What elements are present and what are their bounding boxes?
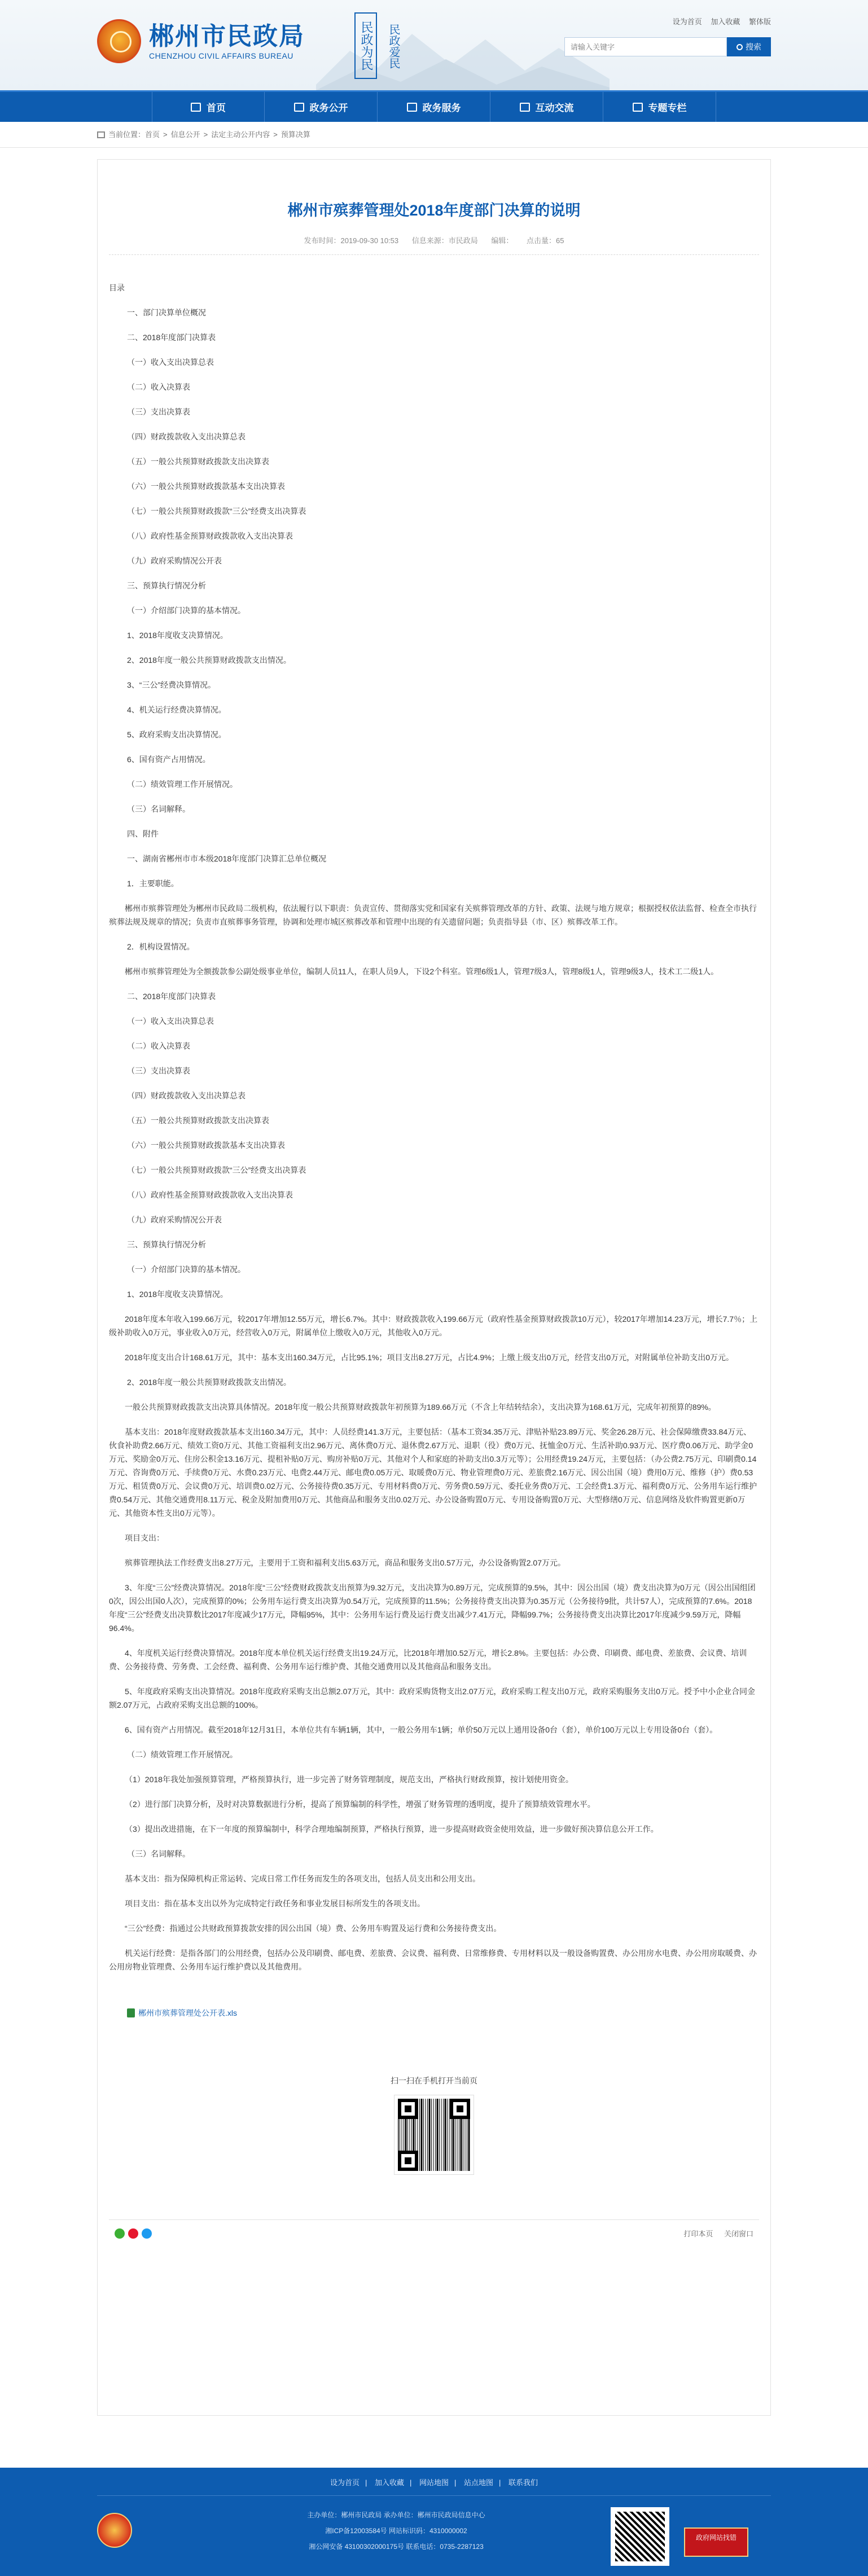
weibo-icon[interactable] — [128, 2228, 138, 2239]
site-footer — [0, 2468, 868, 2576]
footer-info-line: 湘公网安备 43100302000175号 联系电话：0735-2287123 — [309, 2543, 484, 2551]
close-button[interactable]: 关闭窗口 — [724, 2230, 753, 2238]
article-paragraph: 1、2018年度收支决算情况。 — [127, 631, 228, 640]
qr-block — [109, 2075, 759, 2174]
article-paragraph: 三、预算执行情况分析 — [127, 581, 206, 590]
article-paragraph: 郴州市殡葬管理处为全额拨款参公副处级事业单位，编制人员11人，在职人员9人，下设2个科室。管理6级1人，管理7级3人，管理8级1人，管理9级3人，技术工二级1人。 — [125, 967, 719, 976]
article-paragraph: （一）收入支出决算总表 — [127, 358, 214, 367]
breadcrumb-item-info[interactable]: 信息公开 — [170, 130, 200, 139]
breadcrumb-item-home[interactable]: 首页 — [145, 130, 160, 139]
breadcrumb: 当前位置： 首页 > 信息公开 > 法定主动公开内容 > 预算决算 — [97, 122, 771, 148]
breadcrumb-item-legal[interactable]: 法定主动公开内容 — [211, 130, 270, 139]
slogan-text-b: 民政爱民 — [387, 24, 401, 69]
search-input[interactable] — [564, 37, 727, 56]
qr-code — [394, 2095, 474, 2174]
article-paragraph: （二）绩效管理工作开展情况。 — [127, 1750, 238, 1759]
footer-info — [182, 2507, 611, 2555]
article-paragraph: （八）政府性基金预算财政拨款收入支出决算表 — [127, 1190, 293, 1199]
footer-link[interactable]: 联系我们 — [508, 2478, 538, 2487]
footer-link[interactable]: 设为首页 — [330, 2478, 360, 2487]
article-paragraph: 机关运行经费：是指各部门的公用经费，包括办公及印刷费、邮电费、差旅费、会议费、福利费、日常维修费、专用材料以及一般设备购置费、办公用房水电费、办公用房取暖费、办公用房物业管理费、公务用车运行维护费以及其他费用。 — [109, 1949, 757, 1971]
article-paragraph: 2018年度本年收入199.66万元，较2017年增加12.55万元，增长6.7%。其中：财政拨款收入199.66万元（政府性基金预算财政拨款10万元），较2017年增加14.23万元，增长7.7％；上级补助收入0万元，事业收入0万元，经营收入0万元，附属单位上缴收入0万元，其他收入0万元。 — [109, 1315, 758, 1337]
article-paragraph: 四、附件 — [127, 829, 159, 838]
article-paragraph: 一、部门决算单位概况 — [127, 308, 206, 317]
article-paragraph: 4、机关运行经费决算情况。 — [127, 705, 226, 714]
service-icon — [407, 103, 417, 112]
search-button[interactable] — [727, 37, 771, 56]
excel-file-icon — [127, 2008, 135, 2017]
search-bar — [564, 37, 771, 56]
nav-item-label: 专题专栏 — [648, 103, 687, 113]
nav-item-home[interactable] — [152, 92, 265, 122]
article-paragraph: （二）收入决算表 — [127, 383, 190, 392]
article-paragraph: （六）一般公共预算财政拨款基本支出决算表 — [127, 482, 285, 491]
search-icon — [737, 44, 743, 50]
find-error-label: 政府网站找错 — [695, 2534, 737, 2542]
article-paragraph: （一）收入支出决算总表 — [127, 1017, 214, 1026]
attachment-label: 郴州市殡葬管理处公开表.xls — [138, 2008, 237, 2017]
article-paragraph: （六）一般公共预算财政拨款基本支出决算表 — [127, 1141, 285, 1150]
article-paragraph: 6、国有资产占用情况。截至2018年12月31日，本单位共有车辆1辆，其中，一般公务用车1辆；单价50万元以上通用设备0台（套），单价100万元以上专用设备0台（套）。 — [125, 1725, 718, 1734]
header-link-favorite[interactable]: 加入收藏 — [711, 17, 740, 26]
chat-icon — [520, 103, 530, 112]
breadcrumb-item-budget[interactable]: 预算决算 — [280, 130, 310, 139]
publish-time: 发布时间：2019-09-30 10:53 — [304, 236, 399, 245]
article-paragraph: 5、年度政府采购支出决算情况。2018年度政府采购支出总额2.07万元，其中：政府采购货物支出2.07万元，政府采购工程支出0万元，政府采购服务支出0万元。授予中小企业合同金额2.07万元，占政府采购支出总额的100%。 — [109, 1687, 755, 1709]
attachment-link[interactable] — [109, 2007, 759, 2019]
article-body — [109, 255, 759, 1973]
article-paragraph: （三）支出决算表 — [127, 1066, 190, 1075]
article-paragraph: 5、政府采购支出决算情况。 — [127, 730, 226, 739]
nav-item-services[interactable] — [378, 92, 490, 122]
footer-link[interactable]: 站点地图 — [464, 2478, 494, 2487]
article-paragraph: （四）财政拨款收入支出决算总表 — [127, 432, 246, 441]
article-paragraph: 目录 — [109, 283, 125, 292]
article-paragraph: 基本支出：指为保障机构正常运转、完成日常工作任务而发生的各项支出，包括人员支出和公用支出。 — [125, 1874, 480, 1883]
main-nav — [0, 90, 868, 122]
header-link-traditional[interactable]: 繁体版 — [748, 17, 771, 26]
site-logo[interactable] — [97, 19, 305, 63]
article-paragraph: （七）一般公共预算财政拨款“三公”经费支出决算表 — [127, 507, 306, 516]
article-paragraph: 2、2018年度一般公共预算财政拨款支出情况。 — [127, 1378, 291, 1387]
footer-info-line: 主办单位：郴州市民政局 承办单位：郴州市民政局信息中心 — [307, 2511, 485, 2519]
article-paragraph: （二）绩效管理工作开展情况。 — [127, 780, 238, 789]
info-source: 信息来源：市民政局 — [411, 236, 478, 245]
article-paragraph: （七）一般公共预算财政拨款“三公”经费支出决算表 — [127, 1166, 306, 1175]
column-icon — [633, 103, 643, 112]
nav-item-interaction[interactable] — [490, 92, 603, 122]
article-paragraph: （三）名词解释。 — [127, 805, 190, 814]
article-meta — [109, 235, 759, 255]
header-link-homepage[interactable]: 设为首页 — [672, 17, 702, 26]
article-paragraph: （1）2018年我处加强预算管理，严格预算执行，进一步完善了财务管理制度，规范支出，严格执行财政预算，按计划使用资金。 — [125, 1775, 573, 1784]
article-toolbar — [109, 2219, 759, 2247]
nav-item-label: 互动交流 — [535, 103, 574, 113]
article-paragraph: （一）介绍部门决算的基本情况。 — [127, 1265, 246, 1274]
article-paragraph: （九）政府采购情况公开表 — [127, 556, 222, 565]
article-paragraph: 6、国有资产占用情况。 — [127, 755, 211, 764]
breadcrumb-prefix: 当前位置： — [108, 130, 146, 139]
article-paragraph: （2）进行部门决算分析，及时对决算数据进行分析，提高了预算编制的科学性，增强了财务管理的透明度，提升了预算绩效管理水平。 — [125, 1800, 595, 1809]
article-paragraph: “三公”经费：指通过公共财政预算拨款安排的因公出国（境）费、公务用车购置及运行费和公务接待费支出。 — [125, 1924, 502, 1933]
qr-caption: 扫一扫在手机打开当前页 — [391, 2076, 477, 2085]
qzone-icon[interactable] — [142, 2228, 152, 2239]
wechat-icon[interactable] — [115, 2228, 125, 2239]
nav-item-topics[interactable] — [603, 92, 716, 122]
header-links — [666, 16, 771, 27]
article-paragraph: 1、2018年度收支决算情况。 — [127, 1290, 228, 1299]
article-paragraph: 项目支出： — [125, 1533, 164, 1542]
share-bar — [115, 2228, 155, 2239]
article-title: 郴州市殡葬管理处2018年度部门决算的说明 — [287, 202, 581, 219]
emblem-icon — [97, 19, 141, 63]
article-paragraph: （三）名词解释。 — [127, 1849, 190, 1858]
nav-item-label: 政务公开 — [309, 103, 348, 113]
article-paragraph: 一、湖南省郴州市市本级2018年度部门决算汇总单位概况 — [127, 854, 327, 863]
article-paragraph: 2018年度支出合计168.61万元，其中：基本支出160.34万元，占比95.1%；项目支出8.27万元，占比4.9%；上缴上级支出0万元，经营支出0万元，对附属单位补助支出0万元。 — [125, 1353, 734, 1362]
nav-item-government-affairs[interactable] — [265, 92, 378, 122]
site-name-en: CHENZHOU CIVIL AFFAIRS BUREAU — [149, 51, 293, 60]
search-button-label: 搜索 — [746, 42, 761, 51]
article-paragraph: 3、“三公”经费决算情况。 — [127, 680, 216, 689]
article-paragraph: （八）政府性基金预算财政拨款收入支出决算表 — [127, 531, 293, 540]
print-button[interactable]: 打印本页 — [683, 2230, 713, 2238]
find-error-button[interactable] — [684, 2527, 748, 2557]
article-paragraph: 3、年度“三公”经费决算情况。2018年度“三公”经费财政拨款支出预算为9.32万元，支出决算为0.89万元，完成预算的9.5%，其中：因公出国（境）费支出决算为0万元（因公出国组团0次，因公出国0人次），完成预算的0%；公务用车运行费支出决算为0.54万元，完成预算的11.5%；公务接待费支出决算为0.35万元（公务接待9批，共计57人），完成预算的7.6%。2018年度“三公”经费支出决算数比2017年度减少17万元，降幅95%，其中：公务用车运行费及运行费支出减少7.41万元，降幅99.7%；公务接待费支出决算比2017年度减少9.59万元，降幅96.4%。 — [109, 1583, 756, 1633]
article-paragraph: 二、2018年度部门决算表 — [127, 992, 216, 1001]
document-icon — [294, 103, 304, 112]
nav-item-label: 首页 — [207, 103, 226, 113]
article-paragraph: （三）支出决算表 — [127, 407, 190, 416]
article-paragraph: （3）提出改进措施，在下一年度的预算编制中，科学合理地编制预算，严格执行预算，进一步提高财政资金使用效益，进一步做好预决算信息公开工作。 — [125, 1825, 659, 1834]
view-count: 点击量：65 — [527, 236, 564, 245]
article-paragraph: （五）一般公共预算财政拨款支出决算表 — [127, 457, 269, 466]
article-paragraph: 1．主要职能。 — [127, 879, 179, 888]
location-icon — [97, 131, 105, 138]
article-paragraph: （九）政府采购情况公开表 — [127, 1215, 222, 1224]
article-paragraph: （四）财政拨款收入支出决算总表 — [127, 1091, 246, 1100]
article-paragraph: （一）介绍部门决算的基本情况。 — [127, 606, 246, 615]
article-paragraph: 一般公共预算财政拨款支出决算具体情况。2018年度一般公共预算财政拨款年初预算为189.66万元（不含上年结转结余），支出决算为168.61万元，完成年初预算的89%。 — [125, 1403, 716, 1412]
footer-link[interactable]: 网站地图 — [419, 2478, 449, 2487]
party-gov-badge-icon[interactable] — [97, 2513, 132, 2548]
breadcrumb-bar — [0, 122, 868, 148]
footer-info-line: 湘ICP备12003584号 网站标识码：4310000002 — [325, 2527, 467, 2535]
article-paragraph: （二）收入决算表 — [127, 1041, 190, 1050]
article-paragraph: 2．机构设置情况。 — [127, 942, 195, 951]
footer-links: 设为首页 | 加入收藏 | 网站地图 | 站点地图 | 联系我们 — [97, 2468, 771, 2496]
editor: 编辑： — [491, 236, 514, 245]
article-paragraph: 三、预算执行情况分析 — [127, 1240, 206, 1249]
footer-qr-code — [611, 2507, 669, 2566]
article-paragraph: 4、年度机关运行经费决算情况。2018年度本单位机关运行经费支出19.24万元，比2018年增加0.52万元，增长2.8%。主要包括：办公费、印刷费、邮电费、差旅费、会议费、培训费、公务接待费、劳务费、工会经费、福利费、公务用车运行维护费、其他交通费用以及其他商品和服务支出。 — [109, 1649, 747, 1671]
nav-item-label: 政务服务 — [422, 103, 461, 113]
article-paragraph: （五）一般公共预算财政拨款支出决算表 — [127, 1116, 269, 1125]
article-container — [97, 159, 771, 2416]
footer-link[interactable]: 加入收藏 — [374, 2478, 404, 2487]
slogan-text-a: 民政为民 — [354, 12, 377, 79]
article-paragraph: 殡葬管理执法工作经费支出8.27万元，主要用于工资和福利支出5.63万元，商品和服务支出0.57万元，办公设备购置2.07万元。 — [125, 1558, 565, 1567]
slogan — [354, 12, 422, 81]
article-paragraph: 郴州市殡葬管理处为郴州市民政局二级机构，依法履行以下职责：负责宣传、贯彻落实党和国家有关殡葬管理改革的方针、政策、法规与地方规章；根据授权依法监督、检查全市执行殡葬法规及规章的情况；负责市直殡葬事务管理，协调和处理市城区殡葬改革和管理中出现的有关遗留问题；负责指导县（市、区）殡葬改革工作。 — [109, 904, 757, 926]
article-paragraph: 二、2018年度部门决算表 — [127, 333, 216, 342]
site-name: 郴州市民政局 — [149, 23, 305, 50]
home-icon — [191, 103, 201, 112]
article-paragraph: 项目支出：指在基本支出以外为完成特定行政任务和事业发展目标所发生的各项支出。 — [125, 1899, 425, 1908]
site-header — [0, 0, 868, 90]
article-paragraph: 基本支出：2018年度财政拨款基本支出160.34万元，其中：人员经费141.3万元，主要包括：（基本工资34.35万元、津贴补贴23.89万元、奖金26.28万元、社会保障缴费33.84万元、伙食补助费2.66万元、绩效工资0万元、其他工资福利支出2.96万元、离休费0万元、退休费2.67万元、退职（役）费0万元、抚恤金0万元、生活补助0.93万元、医疗费0.06万元、助学金0万元、奖励金0万元、住房公积金13.16万元、提租补贴0万元、购房补贴0万元、其他对个人和家庭的补助支出0.3万元等）；公用经费19.24万元，主要包括：（办公费2.75万元、印刷费0.14万元、咨询费0万元、手续费0万元、水费0.23万元、电费2.44万元、邮电费0.05万元、取暖费0万元、物业管理费0万元、差旅费2.16万元、因公出国（境）费用0万元、维修（护）费0.53万元、租赁费0万元、会议费0万元、培训费0.02万元、公务接待费0.35万元、专用材料费0万元、劳务费0.59万元、委托业务费0万元、工会经费1.3万元、福利费0万元、公务用车运行维护费0.54万元、其他交通费用8.11万元、税金及附加费用0万元、其他商品和服务支出0.02万元、办公设备购置0万元、专用设备购置0万元、大型修缮0万元、信息网络及软件购置更新0万元、其他资本性支出0万元等）。 — [109, 1427, 757, 1518]
article-paragraph: 2、2018年度一般公共预算财政拨款支出情况。 — [127, 656, 291, 665]
